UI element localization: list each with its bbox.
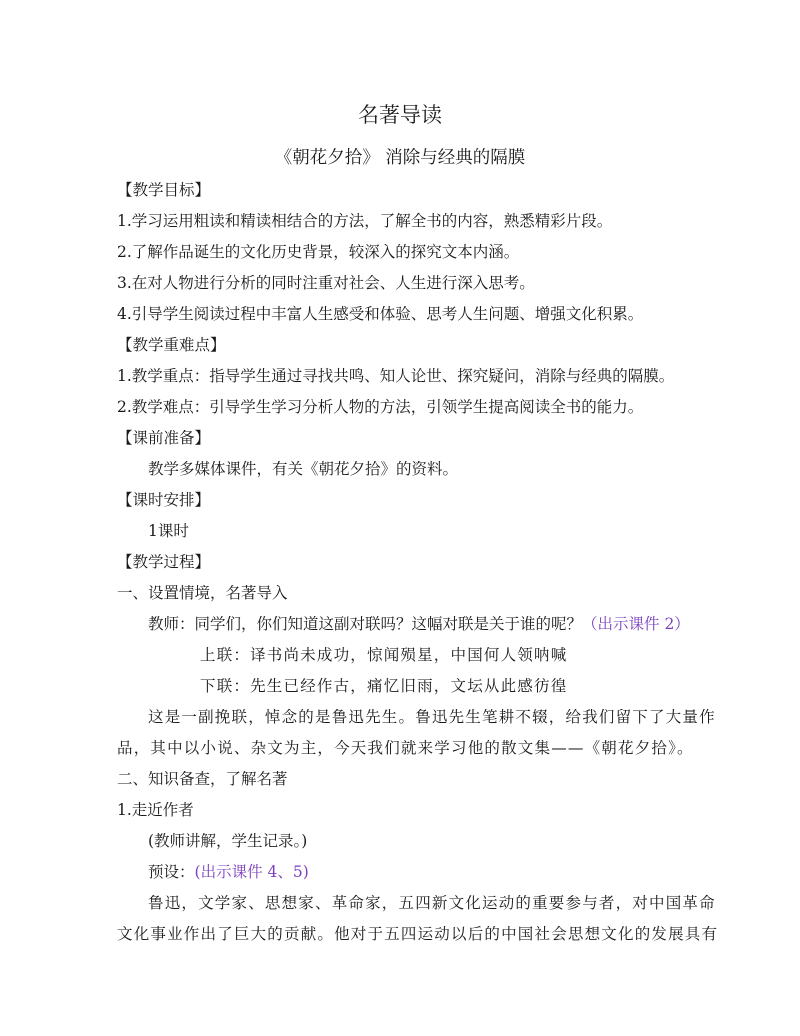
preset-courseware-note: (出示课件 4、5) — [194, 863, 309, 881]
prep-text: 教学多媒体课件，有关《朝花夕拾》的资料。 — [148, 460, 459, 478]
keypoint-item: 2.教学难点：引导学生学习分析人物的方法，引领学生提高阅读全书的能力。 — [117, 398, 644, 416]
objective-item: 1.学习运用粗读和精读相结合的方法，了解全书的内容，熟悉精彩片段。 — [117, 212, 613, 230]
objectives-heading: 【教学目标】 — [117, 181, 211, 199]
courseware-note: （出示课件 2） — [582, 615, 690, 633]
keypoint-item: 1.教学重点：指导学生通过寻找共鸣、知人论世、探究疑问，消除与经典的隔膜。 — [117, 367, 675, 385]
process-heading: 【教学过程】 — [117, 553, 211, 571]
step2-title: 二、知识备查，了解名著 — [117, 770, 288, 788]
preset-label: 预设： — [148, 863, 195, 881]
objective-item: 2.了解作品诞生的文化历史背景，较深入的探究文本内涵。 — [117, 243, 520, 261]
teacher-question: 教师：同学们，你们知道这副对联吗？这幅对联是关于谁的呢？ — [148, 615, 583, 633]
schedule-heading: 【课时安排】 — [117, 491, 211, 509]
preset-line — [0, 862, 800, 882]
paragraph-line: 这是一副挽联，悼念的是鲁迅先生。鲁迅先生笔耕不辍，给我们留下了大量作 — [148, 708, 716, 726]
page-subtitle: 《朝花夕拾》 消除与经典的隔膜 — [274, 148, 526, 168]
couplet-upper: 上联：译书尚未成功，惊闻殒星，中国何人领呐喊 — [200, 646, 568, 664]
couplet-lower: 下联：先生已经作古，痛忆旧雨，文坛从此感彷徨 — [200, 677, 568, 695]
paragraph-line: 鲁迅，文学家、思想家、革命家，五四新文化运动的重要参与者，对中国革命 — [148, 894, 716, 912]
prep-heading: 【课前准备】 — [117, 429, 211, 447]
paragraph-line: 文化事业作出了巨大的贡献。他对于五四运动以后的中国社会思想文化的发展具有 — [117, 925, 719, 943]
keypoints-heading: 【教学重难点】 — [117, 336, 226, 354]
schedule-text: 1课时 — [148, 522, 189, 540]
sub1-title: 1.走近作者 — [117, 801, 194, 819]
objective-item: 3.在对人物进行分析的同时注重对社会、人生进行深入思考。 — [117, 274, 535, 292]
step1-title: 一、设置情境，名著导入 — [117, 584, 288, 602]
page-title: 名著导读 — [358, 103, 442, 127]
sub1-note: (教师讲解，学生记录。) — [148, 832, 308, 850]
paragraph-line: 品，其中以小说、杂文为主，今天我们就来学习他的散文集——《朝花夕拾》。 — [117, 739, 694, 757]
objective-item: 4.引导学生阅读过程中丰富人生感受和体验、思考人生问题、增强文化积累。 — [117, 305, 644, 323]
teacher-line — [0, 614, 800, 634]
